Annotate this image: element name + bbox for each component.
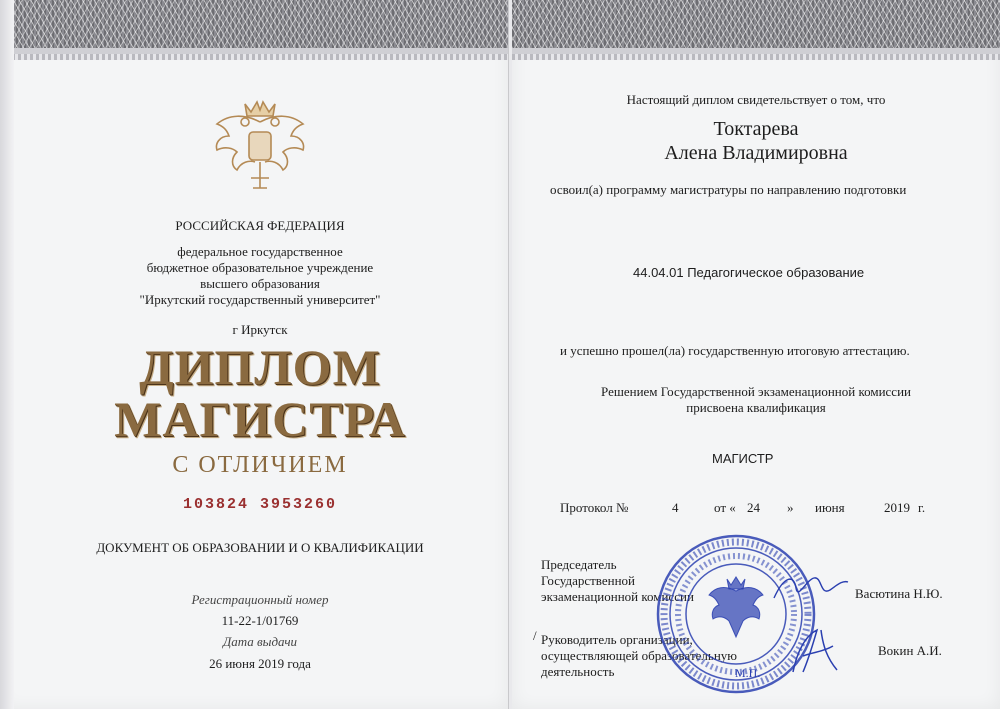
protocol-number: 4 xyxy=(672,500,679,515)
title-line-1: ДИПЛОМ xyxy=(139,339,381,395)
protocol-year: 2019 xyxy=(884,500,910,515)
double-headed-eagle-icon xyxy=(205,92,315,196)
chair-title-line-1: Председатель xyxy=(541,557,617,572)
qualification-value: МАГИСТР xyxy=(712,451,774,466)
head-title-line-1: Руководитель организации, xyxy=(541,632,693,647)
honors-label: С ОТЛИЧИЕМ xyxy=(172,452,348,478)
registration-label: Регистрационный номер xyxy=(191,592,329,607)
city-label: г Иркутск xyxy=(232,322,288,337)
protocol-from-label: от « xyxy=(714,500,736,515)
head-title-line-3: деятельность xyxy=(541,664,615,679)
protocol-close-quote: » xyxy=(787,500,794,515)
org-line-3: высшего образования xyxy=(200,276,320,291)
head-name: Вокин А.И. xyxy=(878,643,942,658)
chair-signature-icon xyxy=(770,568,850,608)
decision-line-1: Решением Государственной экзаменационной комиссии xyxy=(601,384,911,399)
document-type-label: ДОКУМЕНТ ОБ ОБРАЗОВАНИИ И О КВАЛИФИКАЦИИ xyxy=(96,540,424,555)
intro-text: Настоящий диплом свидетельствует о том, что xyxy=(626,92,886,107)
head-title-line-2: осуществляющей образовательную xyxy=(541,648,737,663)
chair-title-line-2: Государственной xyxy=(541,573,636,588)
org-line-2: бюджетное образовательное учреждение xyxy=(146,260,374,275)
program-mastered-text: освоил(а) программу магистратуры по направлению подготовки xyxy=(550,182,907,197)
guilloche-band xyxy=(512,0,1000,54)
org-line-1: федеральное государственное xyxy=(177,244,343,259)
margin-mark: / xyxy=(533,628,537,643)
program-name: 44.04.01 Педагогическое образование xyxy=(633,265,865,280)
org-line-4: "Иркутский государственный университет" xyxy=(139,292,381,307)
protocol-month: июня xyxy=(815,500,845,515)
issue-date-value: 26 июня 2019 года xyxy=(209,656,311,671)
graduate-name: Алена Владимировна xyxy=(664,142,848,164)
attestation-text: и успешно прошел(ла) государственную итоговую аттестацию. xyxy=(560,343,910,358)
protocol-year-suffix: г. xyxy=(918,500,926,515)
registration-number: 11-22-1/01769 xyxy=(221,613,299,628)
country-label: РОССИЙСКАЯ ФЕДЕРАЦИЯ xyxy=(175,218,345,233)
graduate-surname: Токтарева xyxy=(713,118,799,140)
protocol-day: 24 xyxy=(747,500,760,515)
chair-title-line-3: экзаменационной комиссии xyxy=(541,589,694,604)
title-line-2: МАГИСТРА xyxy=(114,391,406,447)
head-signature-icon xyxy=(783,622,843,680)
decision-line-2: присвоена квалификация xyxy=(686,400,826,415)
serial-number: 103824 3953260 xyxy=(182,496,338,513)
guilloche-band xyxy=(0,0,508,54)
issue-date-label: Дата выдачи xyxy=(222,634,298,649)
chair-name: Васютина Н.Ю. xyxy=(855,586,943,601)
protocol-label: Протокол № xyxy=(560,500,629,515)
seal-mp-label: М.П. xyxy=(735,666,761,680)
